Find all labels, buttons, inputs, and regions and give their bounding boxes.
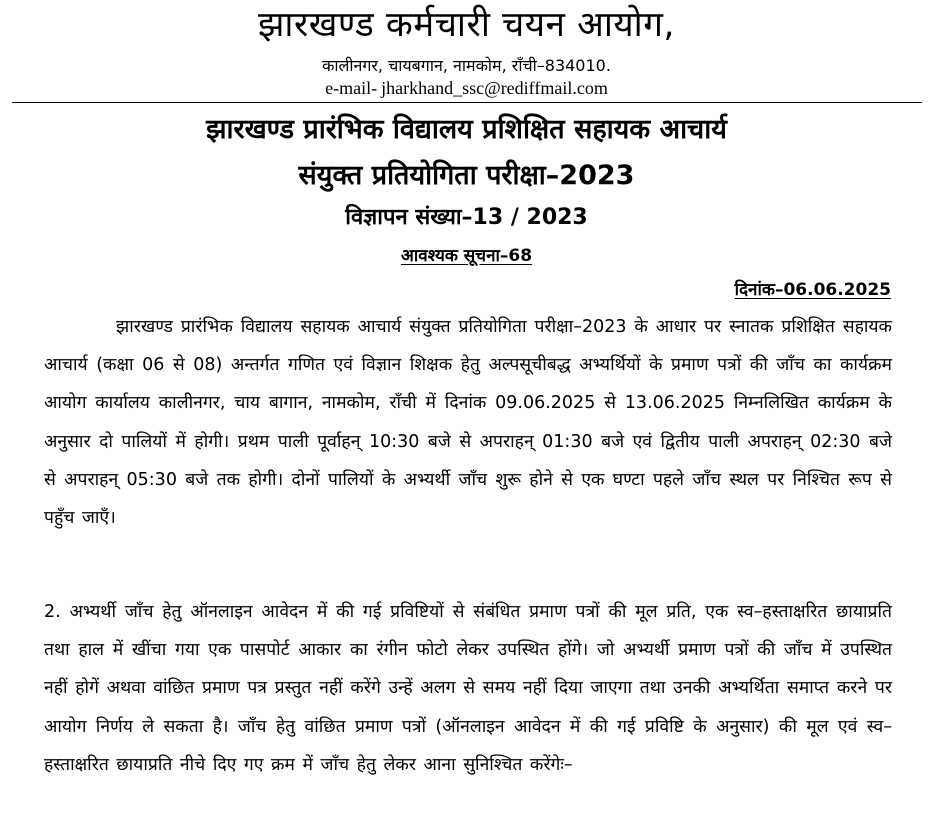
paragraph-1-text: झारखण्ड प्रारंभिक विद्यालय सहायक आचार्य संयुक्त प्रतियोगिता परीक्षा–2023 के आधार पर स्नातक प्रशिक्षित सहायक आचार्य (कक्षा 06 से 08) अन्तर्गत गणित एवं विज्ञान शिक्षक हेतु अल्पसूचीबद्ध अभ्यर्थियों के प्रमाण पत्रों की जाँच का कार्यक्रम आयोग कार्यालय कालीनगर, चाय बागान, नामकोम, राँची में दिनांक 09.06.2025 से 13.06.2025 निम्नलिखित कार्यक्रम के अनुसार दो पालियों में होगी। प्रथम पाली पूर्वाहन् 10:30 बजे से अपराहन् 01:30 बजे एवं द्वितीय पाली अपराहन् 02:30 बजे से अपराहन् 05:30 बजे तक होगी। दोनों पालियों के अभ्यर्थी जाँच शुरू होने से एक घण्टा पहले जाँच स्थल पर निश्चित रूप से पहुँच जाएँ। <box>44 317 892 529</box>
body-paragraph-2: 2. अभ्यर्थी जाँच हेतु ऑनलाइन आवेदन में की गई प्रविष्टियों से संबंधित प्रमाण पत्रों की मूल प्रति, एक स्व–हस्ताक्षरित छायाप्रति तथा हाल में खींचा गया एक पासपोर्ट आकार का रंगीन फोटो लेकर उपस्थित होंगे। जो अभ्यर्थी प्रमाण पत्रों की जाँच में उपस्थित नहीं होगें अथवा वांछित प्रमाण पत्र प्रस्तुत नहीं करेंगे उन्हें अलग से समय नहीं दिया जाएगा तथा उनकी अभ्यर्थिता समाप्त करने पर आयोग निर्णय ले सकता है। जाँच हेतु वांछित प्रमाण पत्रों (ऑनलाइन आवेदन में की गई प्रविष्टि के अनुसार) की मूल एवं स्व–हस्ताक्षरित छायाप्रति नीचे दिए गए क्रम में जाँच हेतु लेकर आना सुनिश्चित करेंगेः– <box>44 602 892 775</box>
exam-title-line-2: संयुक्त प्रतियोगिता परीक्षा–2023 <box>298 160 635 191</box>
notice-title-text: आवश्यक सूचना–68 <box>400 246 533 266</box>
notice-title <box>0 243 933 269</box>
organization-email <box>0 77 933 99</box>
advertisement-number: विज्ञापन संख्या–13 / 2023 <box>345 205 588 230</box>
exam-title-line-1: झारखण्ड प्रारंभिक विद्यालय प्रशिक्षित सहायक आचार्य <box>206 114 727 145</box>
header-divider <box>12 102 922 103</box>
organization-address: कालीनगर, चायबगान, नामकोम, राँची–834010. <box>322 56 611 75</box>
notice-date: दिनांक–06.06.2025 <box>734 280 891 300</box>
body-paragraph-1 <box>44 308 892 537</box>
email-address: jharkhand_ssc@rediffmail.com <box>381 78 608 98</box>
email-label: e-mail- <box>325 78 378 98</box>
organization-name: झारखण्ड कर्मचारी चयन आयोग, <box>257 5 676 45</box>
